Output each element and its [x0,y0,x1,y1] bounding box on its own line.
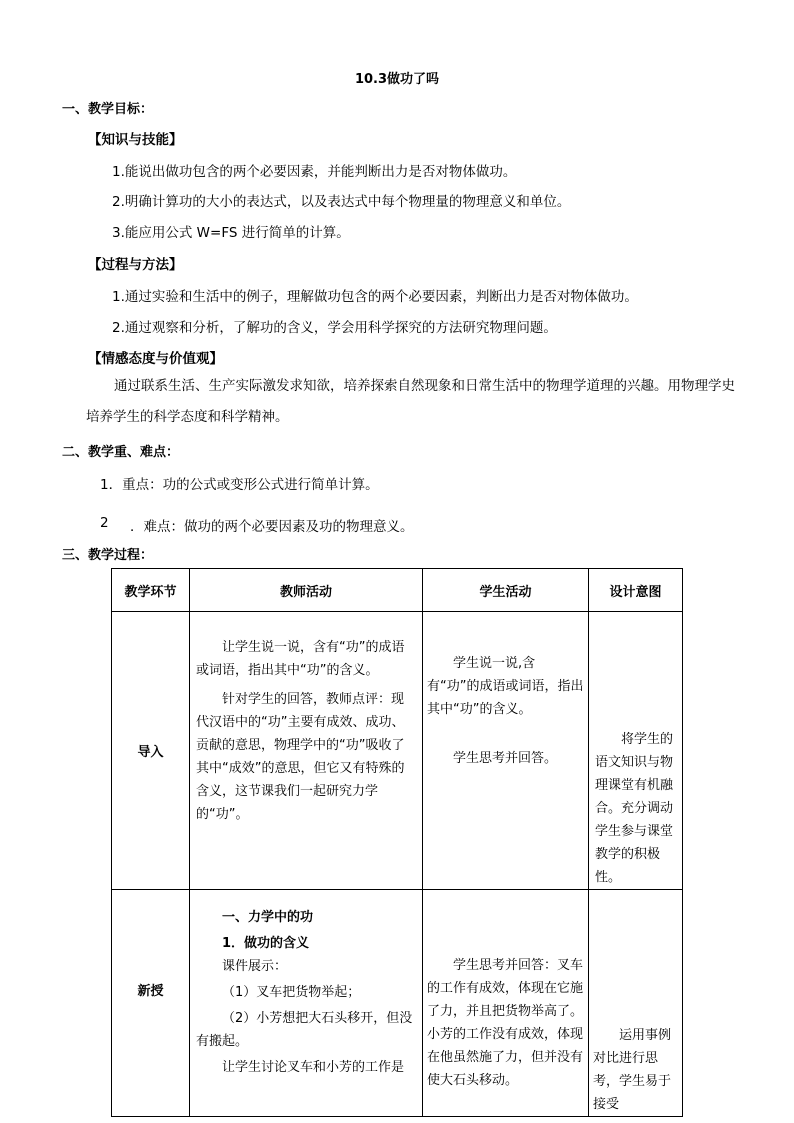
design-intent-intro [589,612,683,890]
teacher-text: 针对学生的回答，教师点评：现代汉语中的“功”主要有成效、成功、贡献的意思，物理学中的“功”吸收了其中“成效”的意思，但它又有特殊的含义，这节课我们一起研究力学的“功”。 [196,692,405,822]
header-teacher-activity: 教师活动 [190,569,423,612]
design-intent-new [589,890,683,1117]
process-item: 1.通过实验和生活中的例子，理解做功包含的两个必要因素，判断出力是否对物体做功。 [112,289,638,305]
stage-intro: 导入 [112,612,190,890]
student-text: 学生思考并回答。 [453,751,558,766]
header-student-activity: 学生活动 [423,569,589,612]
emotion-values-heading: 【情感态度与价值观】 [88,351,223,367]
table-row [112,612,683,890]
section-objectives-heading: 一、教学目标： [62,102,154,117]
process-item: 2.通过观察和分析，了解功的含义，学会用科学探究的方法研究物理问题。 [112,320,557,336]
knowledge-item: 3.能应用公式 W=FS 进行简单的计算。 [112,225,350,241]
lesson-process-table [111,568,683,1117]
student-activity-new [423,890,589,1117]
intent-text: 运用事例对比进行思考，学生易于接受 [593,1028,672,1112]
student-text: 学生思考并回答：叉车的工作有成效，体现在它施了力，并且把货物举高了。小芳的工作没有成效，体现在他虽然施了力，但并没有使大石头移动。 [427,958,584,1088]
table-row [112,890,683,1117]
document-title: 10.3做功了吗 [354,72,440,87]
section-process-heading: 三、教学过程： [62,548,154,563]
process-methods-heading: 【过程与方法】 [88,257,183,273]
header-design-intent: 设计意图 [589,569,683,612]
stage-new-lesson: 新授 [112,890,190,1117]
key-point-item: 1．重点：功的公式或变形公式进行简单计算。 [100,477,379,493]
header-stage: 教学环节 [112,569,190,612]
teacher-text: （1）叉车把货物举起； [222,985,361,1000]
teacher-text: 让学生说一说，含有“功”的成语或词语，指出其中“功”的含义。 [196,640,405,678]
teacher-activity-new [190,890,423,1117]
knowledge-item: 1.能说出做功包含的两个必要因素，并能判断出力是否对物体做功。 [112,164,517,180]
teacher-text: 让学生讨论叉车和小芳的工作是 [222,1060,405,1075]
teacher-subheading: 1．做功的含义 [222,936,310,951]
table-header-row [112,569,683,612]
teacher-activity-intro [190,612,423,890]
student-activity-intro [423,612,589,890]
intent-text: 将学生的语文知识与物理课堂有机融合。充分调动学生参与课堂教学的积极性。 [595,732,674,885]
difficult-point-item: ．难点：做功的两个必要因素及功的物理意义。 [130,519,414,535]
teacher-heading: 一、力学中的功 [222,910,314,925]
teacher-text: （2）小芳想把大石头移开，但没有搬起。 [196,1011,413,1049]
section-key-points-heading: 二、教学重、难点： [62,445,180,460]
knowledge-skills-heading: 【知识与技能】 [88,132,183,148]
difficult-point-number: 2 [100,515,109,531]
emotion-paragraph: 通过联系生活、生产实际激发求知欲，培养探索自然现象和日常生活中的物理学道理的兴趣。用物理学史培养学生的科学态度和科学精神。 [86,378,735,425]
teacher-text: 课件展示： [222,959,288,974]
knowledge-item: 2.明确计算功的大小的表达式，以及表达式中每个物理量的物理意义和单位。 [112,194,571,210]
student-text: 学生说一说,含有“功”的成语或词语，指出其中“功”的含义。 [427,656,584,717]
